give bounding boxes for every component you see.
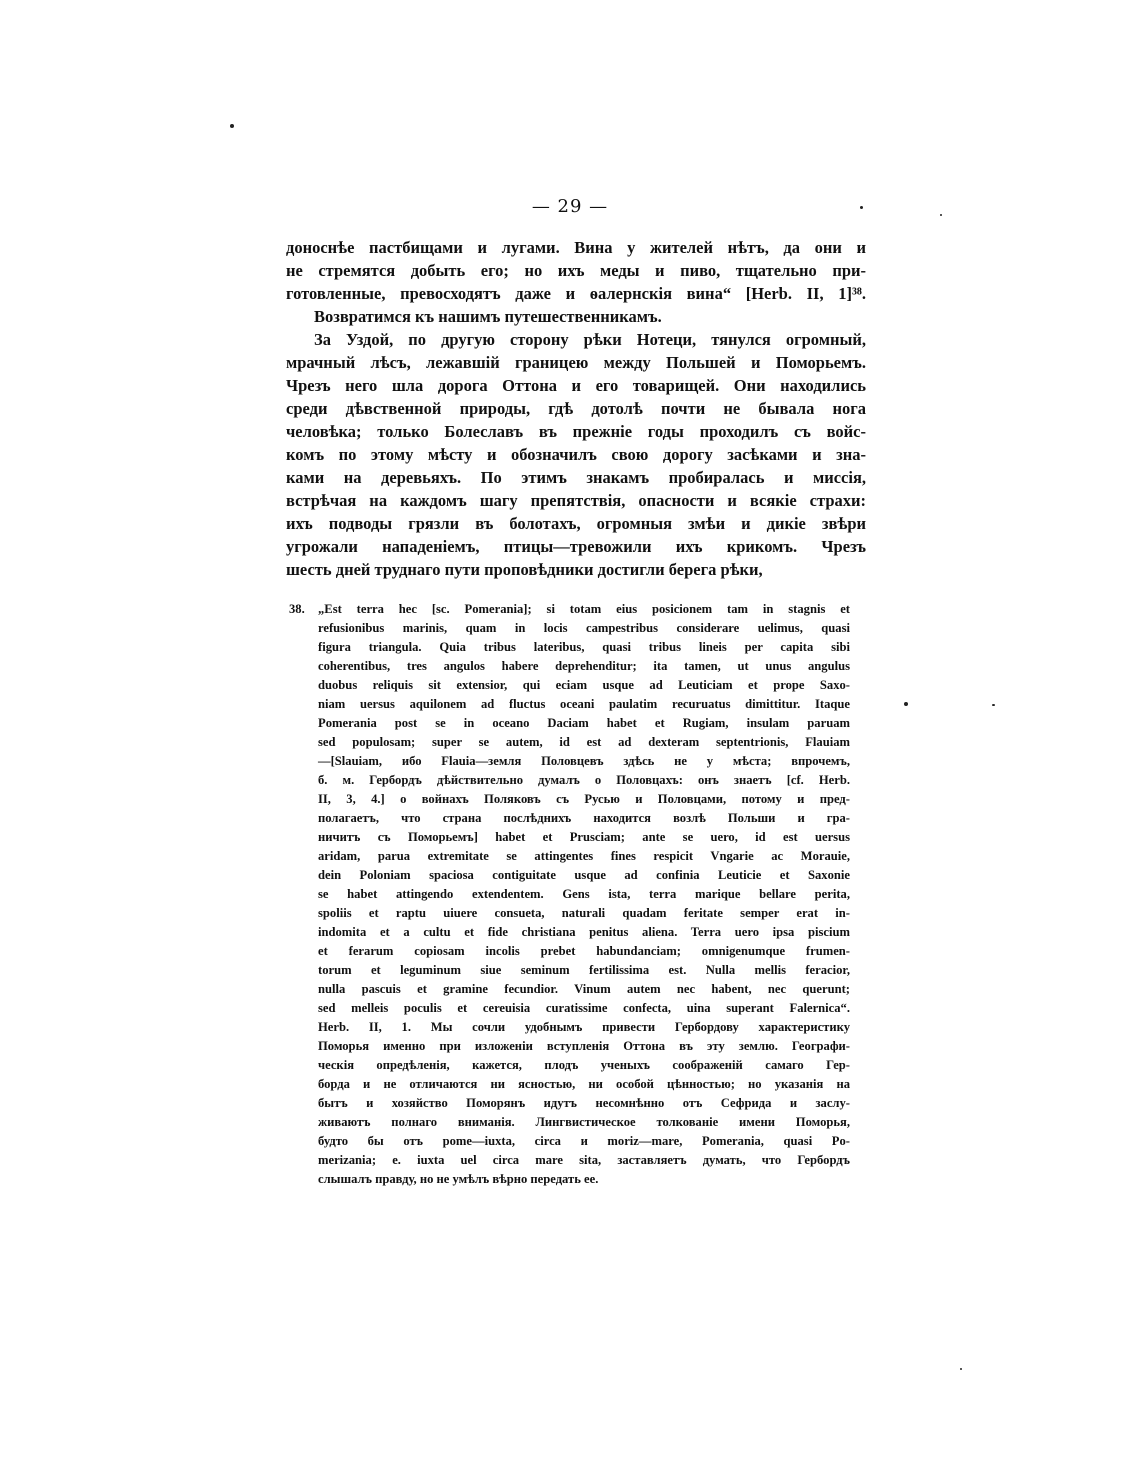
footnote-line: Herb. II, 1. Мы сочли удобнымъ привести Гербордову характеристику (318, 1020, 850, 1034)
main-text-line: не стремятся добыть его; но ихъ меды и пиво, тщательно при- (286, 261, 866, 280)
footnote-line: dein Poloniam spaciosa contiguitate usque ad confinia Leuticie et Saxonie (318, 868, 850, 882)
footnote-line: torum et leguminum siue seminum fertilissima est. Nulla mellis feracior, (318, 963, 850, 977)
main-text-line: ками на деревьяхъ. По этимъ знакамъ пробиралась и миссія, (286, 468, 866, 487)
scan-speck (960, 1368, 962, 1370)
main-text-line: встрѣчая на каждомъ шагу препятствія, опасности и всякіе страхи: (286, 491, 866, 510)
main-text-line: мрачный лѣсъ, лежавшій границею между Польшей и Поморьемъ. (286, 353, 866, 372)
main-text-line: готовленные, превосходятъ даже и ѳалернскія вина“ [Herb. II, 1]³⁸. (286, 284, 866, 303)
main-text-line: доноснѣе пастбищами и лугами. Вина у жителей нѣтъ, да они и (286, 238, 866, 257)
footnote-line: aridam, parua extremitate se attingentes fines respicit Vngarie ac Morauie, (318, 849, 850, 863)
footnote-line: nulla pascuis et gramine fecundior. Vinum autem nec habent, nec querunt; (318, 982, 850, 996)
main-text-line: ихъ подводы грязли въ болотахъ, огромныя змѣи и дикіе звѣри (286, 514, 866, 533)
footnote-line: II, 3, 4.] о войнахъ Поляковъ съ Русью и Половцами, потому и пред- (318, 792, 850, 806)
main-body-text (286, 236, 866, 581)
scan-speck (904, 702, 908, 706)
footnote-line: будто бы отъ pome—iuxta, circa и moriz—mare, Pomerania, quasi Po- (318, 1134, 850, 1148)
footnote-marker: 38. (289, 602, 305, 616)
footnote-line: se habet attingendo extendentem. Gens ista, terra marique bellare perita, (318, 887, 850, 901)
main-text-line: угрожали нападеніемъ, птицы—тревожили ихъ крикомъ. Чрезъ (286, 537, 866, 556)
footnote-line: Поморья именно при изложеніи вступленія Оттона въ эту землю. Географи- (318, 1039, 850, 1053)
footnote-line: figura triangula. Quia tribus lateribus, quasi tribus lineis per capita sibi (318, 640, 850, 654)
footnote-line: sed populosam; super se autem, id est ad dexteram septentrionis, Flauiam (318, 735, 850, 749)
main-text-line: шесть дней труднаго пути проповѣдники достигли берега рѣки, (286, 560, 763, 579)
main-text-line: среди дѣвственной природы, гдѣ дотолѣ почти не бывала нога (286, 399, 866, 418)
page-number: — 29 — (531, 196, 609, 217)
footnote-line: бытъ и хозяйство Поморянъ идутъ несомнѣнно отъ Сефрида и заслу- (318, 1096, 850, 1110)
scan-speck (230, 124, 234, 128)
footnote-line: sed melleis poculis et cereuisia curatissime confecta, uina superant Falernica“. (318, 1001, 850, 1015)
footnote-line: coherentibus, tres angulos habere deprehenditur; ita tamen, ut unus angulus (318, 659, 850, 673)
footnote-line: полагаетъ, что страна послѣднихъ находится возлѣ Польши и гра- (318, 811, 850, 825)
footnote-text (290, 600, 850, 1189)
footnote-line: refusionibus marinis, quam in locis campestribus considerare uelimus, quasi (318, 621, 850, 635)
footnote-line: слышалъ правду, но не умѣлъ вѣрно передать ее. (318, 1172, 599, 1186)
footnote-line: „Est terra hec [sc. Pomerania]; si totam eius posicionem tam in stagnis et (318, 602, 850, 616)
footnote-line: indomita et a cultu et fide christiana penitus aliena. Terra uero ipsa piscium (318, 925, 850, 939)
main-text-line: Чрезъ него шла дорога Оттона и его товарищей. Они находились (286, 376, 866, 395)
main-text-line: человѣка; только Болеславъ въ прежніе годы проходилъ съ войс- (286, 422, 866, 441)
main-text-line: Возвратимся къ нашимъ путешественникамъ. (314, 307, 662, 326)
footnote-line: ничитъ съ Поморьемъ] habet et Prusciam; ante se uero, id est uersus (318, 830, 850, 844)
footnote-line: б. м. Гербордъ дѣйствительно думалъ о Половцахъ: онъ знаетъ [cf. Herb. (318, 773, 850, 787)
main-text-line: комъ по этому мѣсту и обозначилъ свою дорогу засѣками и зна- (286, 445, 866, 464)
footnote-line: живаютъ полнаго вниманія. Лингвистическое толкованіе имени Поморья, (318, 1115, 850, 1129)
main-text-line: За Уздой, по другую сторону рѣки Нотеци, тянулся огромный, (314, 330, 866, 349)
footnote-line: Pomerania post se in oceano Daciam habet et Rugiam, insulam paruam (318, 716, 850, 730)
footnote-line: ческія опредѣленія, кажется, плодъ ученыхъ соображеній самаго Гер- (318, 1058, 850, 1072)
scan-speck (992, 704, 995, 706)
footnote-line: борда и не отличаются ни ясностью, ни особой цѣнностью; но указанія на (318, 1077, 850, 1091)
footnote-38 (290, 600, 850, 1189)
footnote-line: duobus reliquis sit extensior, qui eciam usque ad Leuticiam et prope Saxo- (318, 678, 850, 692)
footnote-line: niam uersus aquilonem ad fluctus oceani paulatim recuruatus dimittitur. Itaque (318, 697, 850, 711)
footnote-line: merizania; e. iuxta uel circa mare sita, заставляетъ думать, что Гербордъ (318, 1153, 850, 1167)
footnote-line: et ferarum copiosam incolis prebet habundanciam; omnigenumque frumen- (318, 944, 850, 958)
footnote-line: spoliis et raptu uiuere consueta, naturali quadam feritate semper erat in- (318, 906, 850, 920)
footnote-line: —[Slauiam, ибо Flauia—земля Половцевъ здѣсь не у мѣста; впрочемъ, (318, 754, 850, 768)
